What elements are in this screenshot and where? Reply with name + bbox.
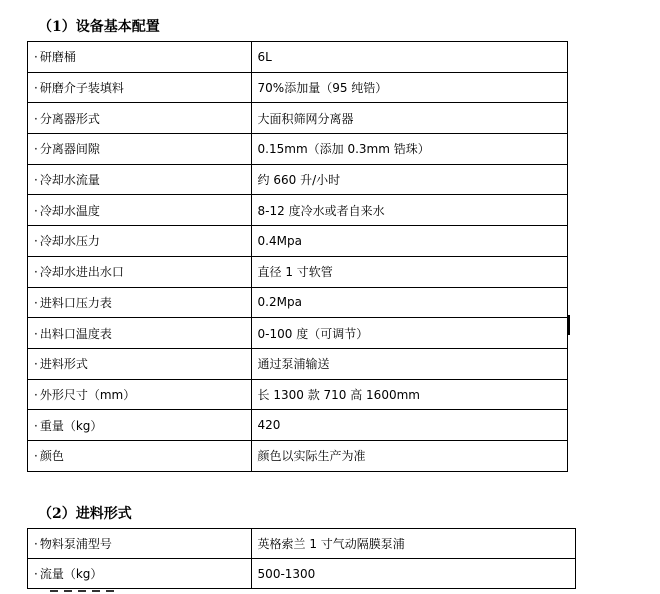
row-label-cell <box>28 164 252 195</box>
row-label-cell <box>28 287 252 318</box>
table-row <box>28 256 568 287</box>
table-row <box>28 318 568 349</box>
row-label-cell <box>28 195 252 226</box>
row-label: 进料口压力表 <box>39 295 112 310</box>
row-value: 颜色以实际生产为准 <box>251 440 567 471</box>
row-value: 长 1300 款 710 高 1600mm <box>251 379 567 410</box>
row-value: 大面积筛网分离器 <box>251 103 567 134</box>
bullet: · <box>34 234 38 249</box>
row-label: 冷却水流量 <box>39 173 100 188</box>
row-label-cell <box>28 134 252 165</box>
row-label: 冷却水进出水口 <box>39 265 124 280</box>
clipped-text-fragment <box>50 590 140 594</box>
bullet: · <box>34 203 38 218</box>
row-label-cell <box>28 559 252 589</box>
row-value: 6L <box>251 42 567 73</box>
table-row <box>28 195 568 226</box>
row-label: 分离器形式 <box>39 111 100 126</box>
row-label-cell <box>28 226 252 257</box>
table-row <box>28 440 568 471</box>
table-row <box>28 529 576 559</box>
table-row <box>28 348 568 379</box>
bullet: · <box>34 326 38 341</box>
bullet: · <box>34 111 38 126</box>
row-label: 分离器间隙 <box>39 142 100 157</box>
bullet: · <box>34 418 38 433</box>
table-row <box>28 72 568 103</box>
bullet: · <box>34 449 38 464</box>
row-label-cell <box>28 72 252 103</box>
section-2-title: （2）进料形式 <box>38 506 132 522</box>
row-value: 约 660 升/小时 <box>251 164 567 195</box>
row-value: 70%添加量（95 纯锆） <box>251 72 567 103</box>
row-label-cell <box>28 103 252 134</box>
row-label: 重量（kg） <box>39 418 103 433</box>
table-row <box>28 103 568 134</box>
row-label: 冷却水温度 <box>39 203 100 218</box>
row-label-cell <box>28 440 252 471</box>
row-label-cell <box>28 348 252 379</box>
table-row <box>28 134 568 165</box>
section-1-title: （1）设备基本配置 <box>38 19 160 35</box>
row-label-cell <box>28 529 252 559</box>
row-label-cell <box>28 379 252 410</box>
row-value: 420 <box>251 410 567 441</box>
row-label: 出料口温度表 <box>39 326 112 341</box>
row-value: 英格索兰 1 寸气动隔膜泵浦 <box>251 529 575 559</box>
row-label-cell <box>28 42 252 73</box>
row-value: 0.15mm（添加 0.3mm 锆珠） <box>251 134 567 165</box>
row-value: 0.4Mpa <box>251 226 567 257</box>
row-value: 0-100 度（可调节） <box>251 318 567 349</box>
bullet: · <box>34 295 38 310</box>
table-row <box>28 287 568 318</box>
row-label: 颜色 <box>39 449 64 464</box>
table-row <box>28 226 568 257</box>
bullet: · <box>34 142 38 157</box>
row-label-cell <box>28 410 252 441</box>
row-label: 研磨介子装填料 <box>39 81 124 96</box>
table-row <box>28 379 568 410</box>
row-label: 冷却水压力 <box>39 234 100 249</box>
row-value: 通过泵浦输送 <box>251 348 567 379</box>
row-value: 0.2Mpa <box>251 287 567 318</box>
equipment-config-table <box>27 41 568 472</box>
table-row <box>28 410 568 441</box>
row-value: 8-12 度冷水或者自来水 <box>251 195 567 226</box>
table-row <box>28 42 568 73</box>
row-label: 外形尺寸（mm） <box>39 387 136 402</box>
row-label: 物料泵浦型号 <box>39 537 112 551</box>
bullet: · <box>34 81 38 96</box>
row-label: 研磨桶 <box>39 50 76 65</box>
text-cursor <box>567 315 570 335</box>
bullet: · <box>34 567 38 581</box>
bullet: · <box>34 387 38 402</box>
bullet: · <box>34 357 38 372</box>
bullet: · <box>34 537 38 551</box>
row-label: 进料形式 <box>39 357 88 372</box>
table-row <box>28 164 568 195</box>
bullet: · <box>34 173 38 188</box>
table-row <box>28 559 576 589</box>
row-value: 直径 1 寸软管 <box>251 256 567 287</box>
row-label-cell <box>28 318 252 349</box>
row-label: 流量（kg） <box>39 567 103 581</box>
bullet: · <box>34 50 38 65</box>
feed-form-table <box>27 528 576 589</box>
row-label-cell <box>28 256 252 287</box>
bullet: · <box>34 265 38 280</box>
row-value: 500-1300 <box>251 559 575 589</box>
